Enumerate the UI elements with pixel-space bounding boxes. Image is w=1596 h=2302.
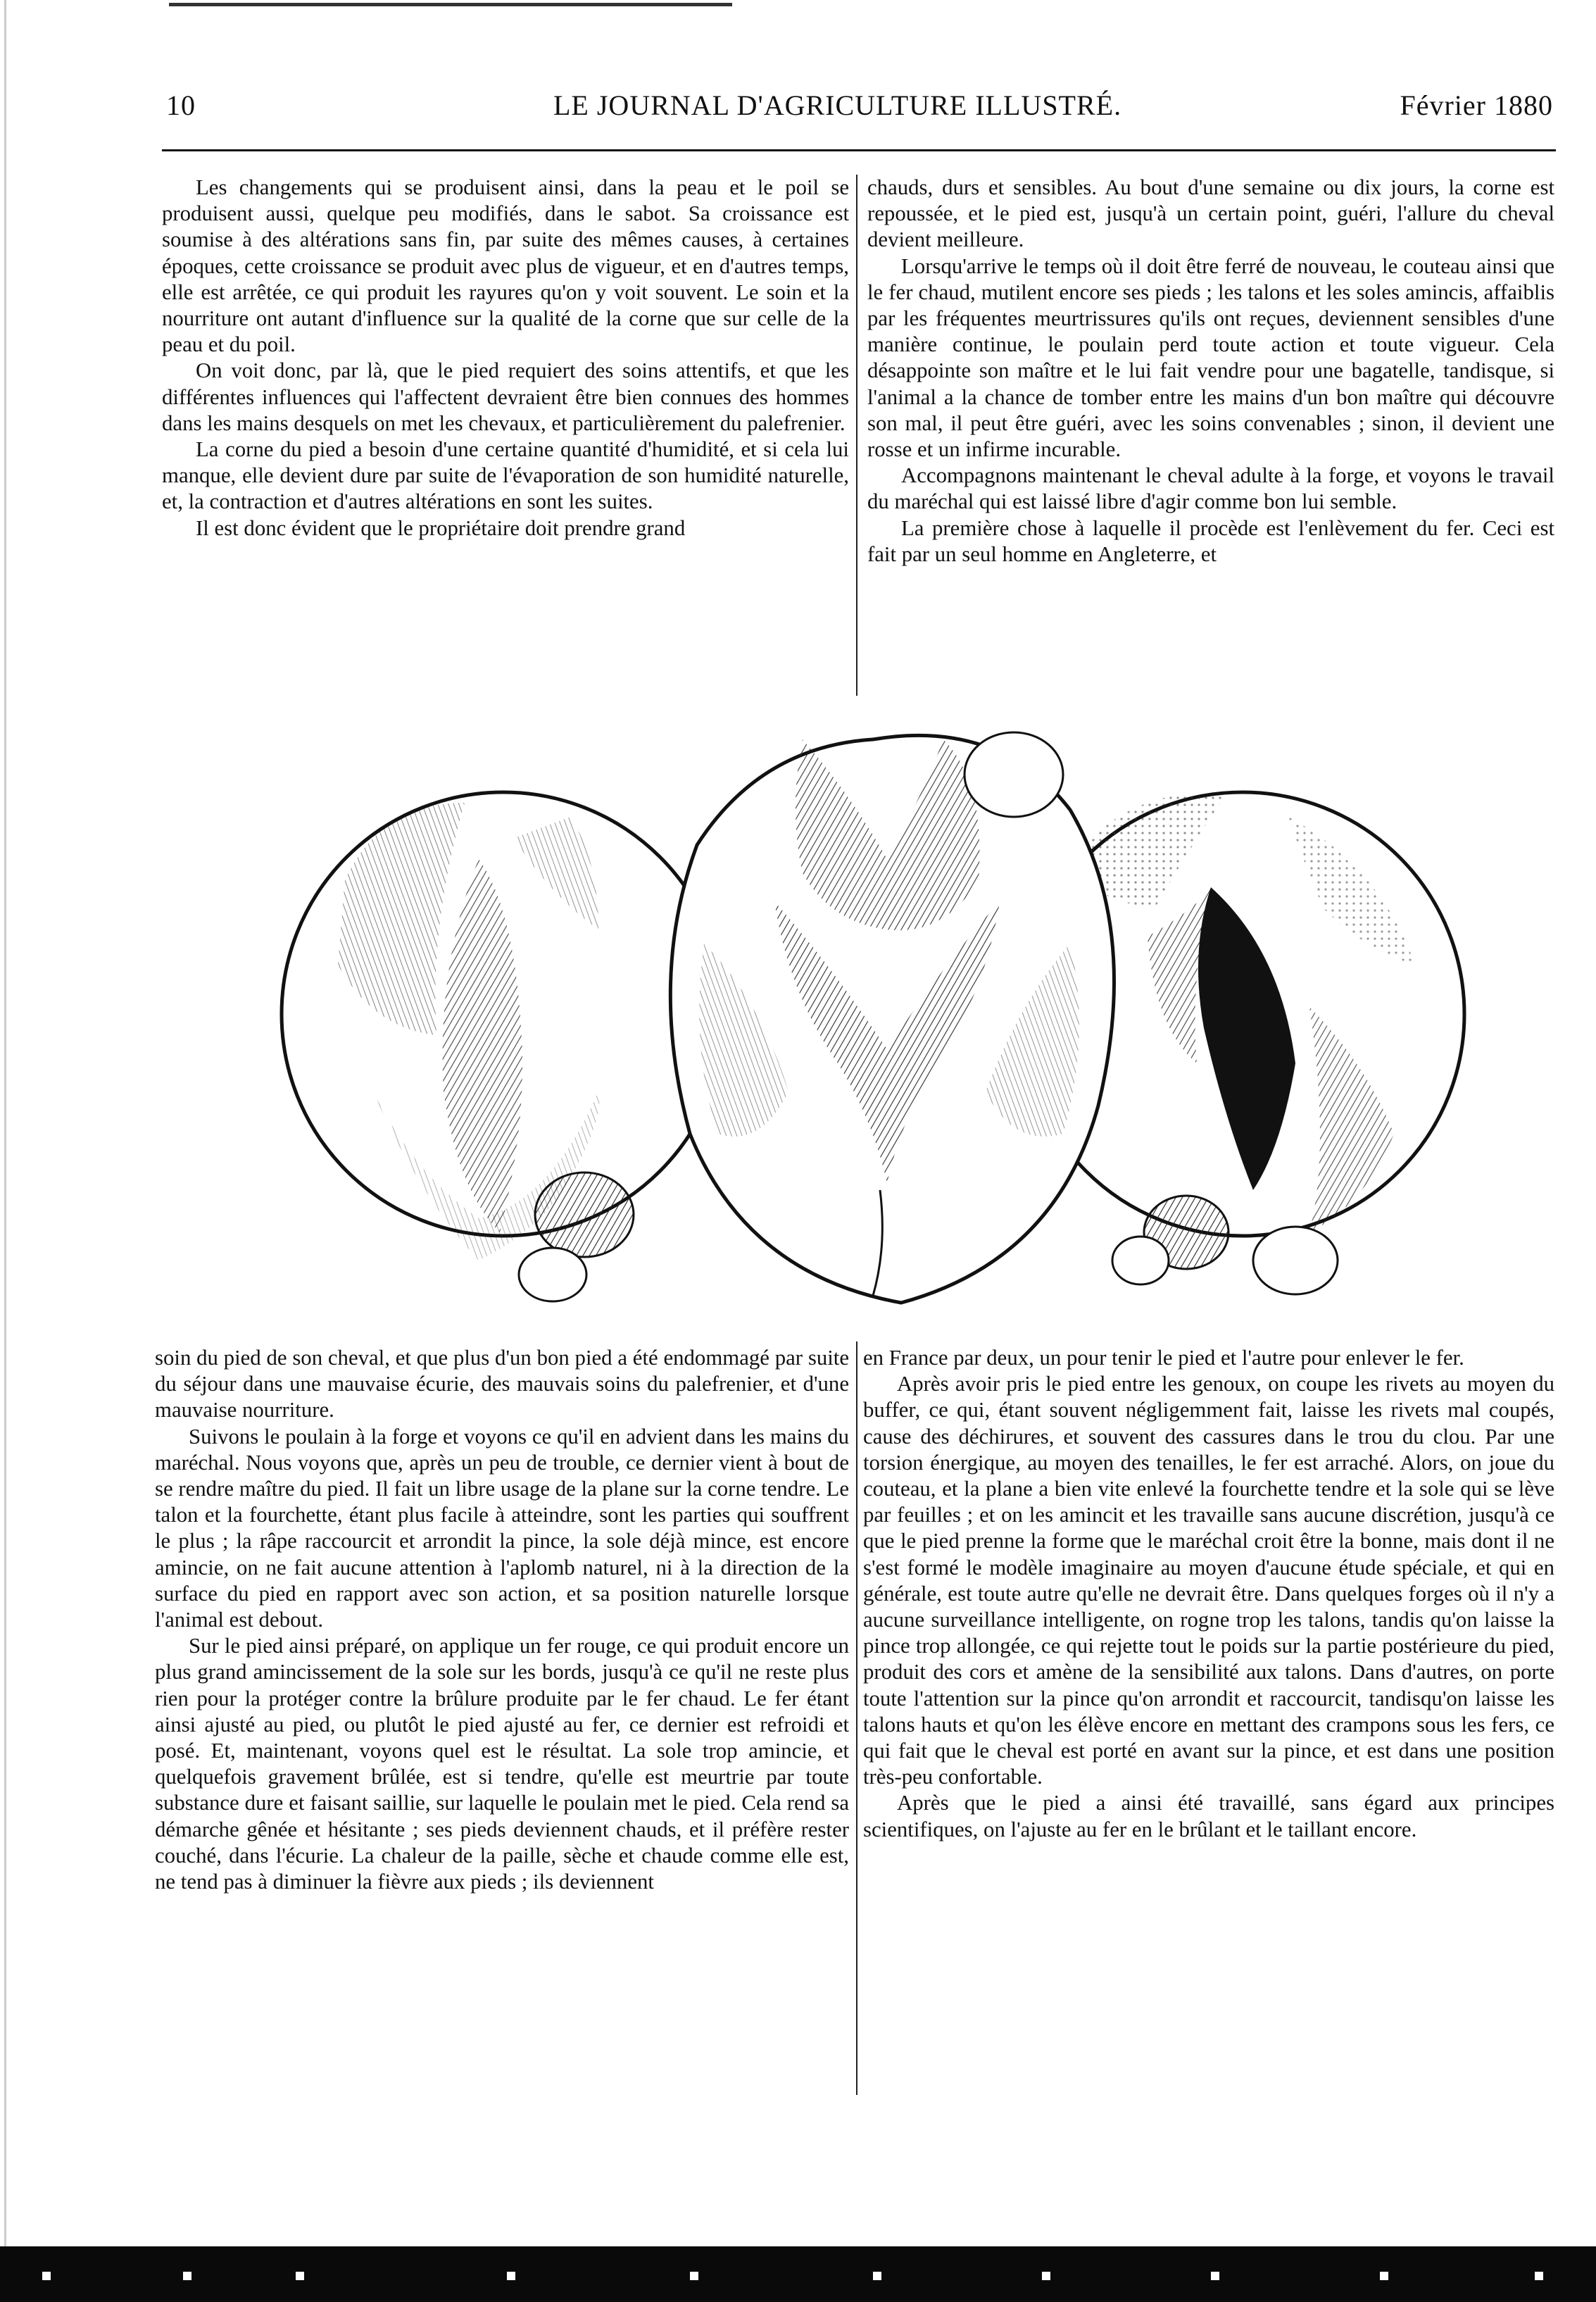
- scan-top-rule: [169, 3, 732, 6]
- issue-date: Février 1880: [1400, 89, 1553, 121]
- paragraph: La première chose à laquelle il procède est l'enlèvement du fer. Ceci est fait par un seul homme en Angleterre, et: [867, 515, 1554, 566]
- left-hoof-sole: [282, 792, 725, 1301]
- header-rule: [162, 149, 1556, 151]
- paragraph: La corne du pied a besoin d'une certaine quantité d'humidité, et si cela lui manque, elle devient dure par suite de l'évaporation de son humidité naturelle, et, la contraction et d'autres altérations en sont les suites.: [162, 437, 849, 514]
- column-divider: [856, 175, 857, 696]
- center-hoof-sole: [670, 732, 1114, 1303]
- paragraph: Accompagnons maintenant le cheval adulte à la forge, et voyons le travail du maréchal qui est laissé libre d'agir comme bon lui semble.: [867, 463, 1554, 514]
- hoof-engraving: [268, 697, 1478, 1331]
- column-left-top: [162, 175, 849, 699]
- column-right-top: [867, 175, 1554, 699]
- column-left-bottom: [155, 1345, 849, 2091]
- paragraph: Sur le pied ainsi préparé, on applique un fer rouge, ce qui produit encore un plus grand amincissement de la sole sur les bords, jusqu'à ce qu'il ne reste plus rien pour la protéger contre la brûlure produite par le fer chaud. Le fer étant ainsi ajusté au pied, ou plutôt le pied ajusté au fer, ce dernier est refroidi et posé. Et, maintenant, voyons quel est le résultat. La sole trop amincie, et quelquefois gravement brûlée, est si tendre, qu'elle est meurtrie par toute substance dure et faisant saillie, sur laquelle le poulain met le pied. Cela rend sa démarche gênée et hésitante ; ses pieds deviennent chauds, et il préfère rester couché, dans l'écurie. La chaleur de la paille, sèche et chaude comme elle est, ne tend pas à diminuer la fièvre aux pieds ; ils deviennent: [155, 1634, 849, 1894]
- running-header: [166, 89, 1553, 131]
- paragraph: Après avoir pris le pied entre les genoux, on coupe les rivets au moyen du buffer, ce qui, étant souvent négligemment fait, laisse les rivets mal coupés, cause des déchirures, et souvent des cassures dans le trou du clou. Par une torsion énergique, au moyen des tenailles, le fer est arraché. Alors, on joue du couteau, et la plane a bien vite enlevé la fourchette tendre et la sole qui se lève par feuilles ; et on les amincit et les travaille sans aucune discrétion, jusqu'à ce que le pied prenne la forme que le maréchal croit être la bonne, mais dont il ne s'est formé le modèle imaginaire au moyen d'aucune étude spéciale, et qui en générale, est toute autre qu'elle ne devrait être. Dans quelques forges où il n'y a aucune surveillance intelligente, on rogne trop les talons, tandis qu'on laisse la pince trop allongée, ce qui rejette tout le poids sur la partie postérieure du pied, produit des cors et amène de la sensibilité aux talons. Dans d'autres, on porte toute l'attention sur la pince qu'on arrondit et raccourcit, tandisqu'on laisse les talons hauts et qu'on les élève encore en mettant des crampons sous les fers, ce qui fait que le cheval est porté en avant sur la pince, et est dans une position très-peu confortable.: [863, 1372, 1554, 1789]
- paragraph: Lorsqu'arrive le temps où il doit être ferré de nouveau, le couteau ainsi que le fer chaud, mutilent encore ses pieds ; les talons et les soles amincis, affaiblis par les fréquentes meurtrissures qu'ils ont reçues, deviennent sensibles d'une manière continue, le poulain perd toute action et toute vigueur. Cela désappointe son maître et le lui fait vendre pour une bagatelle, tandisque, si l'animal a la chance de tomber entre les mains d'un bon maître qui découvre son mal, il peut être guéri, avec les soins convenables ; sinon, il devient une rosse et un infirme incurable.: [867, 254, 1554, 462]
- paragraph: soin du pied de son cheval, et que plus d'un bon pied a été endommagé par suite du séjour dans une mauvaise écurie, des mauvais soins du palefrenier, et d'une mauvaise nourriture.: [155, 1346, 849, 1422]
- column-right-bottom: [863, 1345, 1554, 2091]
- column-divider: [856, 1341, 857, 2095]
- paragraph: chauds, durs et sensibles. Au bout d'une semaine ou dix jours, la corne est repoussée, et le pied est, jusqu'à un certain point, guéri, l'allure du cheval devient meilleure.: [867, 175, 1554, 252]
- paragraph: Après que le pied a ainsi été travaillé, sans égard aux principes scientifiques, on l'ajuste au fer en le brûlant et le taillant encore.: [863, 1791, 1554, 1841]
- paragraph: en France par deux, un pour tenir le pied et l'autre pour enlever le fer.: [863, 1346, 1464, 1370]
- page-edge-line: [4, 0, 6, 2302]
- paragraph: Il est donc évident que le propriétaire doit prendre grand: [196, 515, 686, 540]
- paragraph: Les changements qui se produisent ainsi, dans la peau et le poil se produisent aussi, quelque peu modifiés, dans le sabot. Sa croissance est soumise à des altérations sans fin, par suite des mêmes causes, à certaines époques, cette croissance se produit avec plus de vigueur, et en d'autres temps, elle est arrêtée, ce qui produit les rayures qu'on y voit souvent. Le soin et la nourriture ont autant d'influence sur la qualité de la corne que sur celle de la peau et du poil.: [162, 175, 849, 357]
- paragraph: On voit donc, par là, que le pied requiert des soins attentifs, et que les différentes influences qui l'affectent devraient être bien connues des hommes dans les mains desquels on met les chevaux, et particulièrement du palefrenier.: [162, 358, 849, 435]
- scan-bottom-border: [0, 2246, 1596, 2302]
- page-number: 10: [166, 89, 196, 121]
- journal-title: LE JOURNAL D'AGRICULTURE ILLUSTRÉ.: [553, 89, 1122, 121]
- paragraph: Suivons le poulain à la forge et voyons ce qu'il en advient dans les mains du maréchal. Nous voyons que, après un peu de trouble, ce dernier vient à bout de se rendre maître du pied. Il fait un libre usage de la plane sur la corne tendre. Le talon et la fourchette, étant plus facile à atteindre, sont les parties qui souffrent le plus ; la râpe raccourcit et arrondit la pince, la sole déjà mince, est encore amincie, on ne fait aucune attention à l'aplomb naturel, ni à la direction de la surface du pied en rapport avec son action, et sa position naturelle lorsque l'animal est debout.: [155, 1424, 849, 1632]
